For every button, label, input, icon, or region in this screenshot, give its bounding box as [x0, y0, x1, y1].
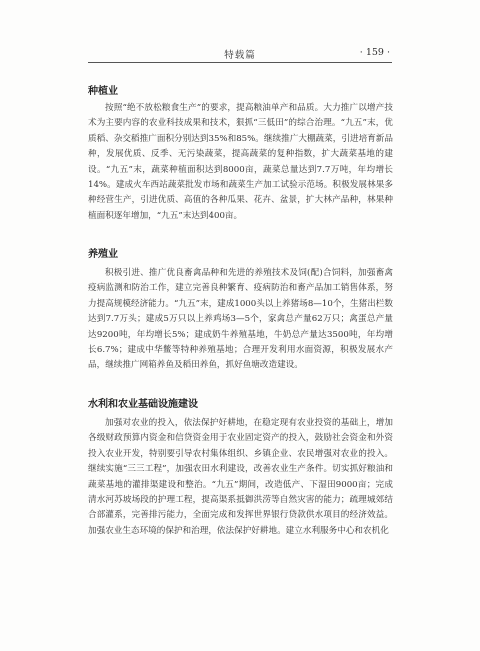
running-header-title: 特载篇: [224, 50, 256, 61]
paragraph: 按照“绝不放松粮食生产”的要求，提高粮油单产和品质。大力推广以增产技术为主要内容的农业科技成果和技术，狠抓“三低田”的综合治理。“九五”末，优质稻、杂交稻推广面积分别达到35%和85%。继续推广大棚蔬菜，引进培育新品种，发展优质、反季、无污染蔬菜，提高蔬菜的复种指数，扩大蔬菜基地的建设。“九五”末，蔬菜种植面积达到8000亩，蔬菜总量达到7.7万吨，年均增长14%。建成火车西站蔬菜批发市场和蔬菜生产加工试验示范场。积极发展林果多种经营生产，引进优质、高值的各种瓜果、花卉、盆景，扩大林产品种，林果种植面积逐年增加，“九五”末达到400亩。: [88, 103, 393, 221]
section-body-planting: [88, 101, 393, 224]
section-body-breeding: [88, 266, 393, 374]
page-header: [88, 44, 392, 64]
paragraph: 加强对农业的投入，依法保护好耕地，在稳定现有农业投资的基础上，增加各级财政预算内资金和信贷资金用于农业固定资产的投入，鼓励社会资金和外资投入农业开发，特别要引导农村集体组织、乡镇企业、农民增强对农业的投入。继续实施“三三工程”，加强农田水利建设，改善农业生产条件。切实抓好粮油和蔬菜基地的灌排渠建设和整治。“九五”期间，改造低产、下湿田9000亩；完成清水河苏坡场段的护理工程，提高渠系抵御洪涝等自然灾害的能力；疏理城郊结合部灌系，完善排污能力，全面完成和发挥世界银行贷款供水项目的经济效益。加强农业生态环境的保护和治理，依法保护好耕地。建立水利服务中心和农机化: [88, 418, 393, 536]
paragraph: 积极引进、推广优良畜禽品种和先进的养殖技术及饲(配)合饲料，加强畜禽疫病监测和防治工作，建立完善良种繁育、疫病防治和畜产品加工销售体系，努力提高规模经济能力。“九五”末，建成1000头以上养猪场8—10个，生猪出栏数达到7.7万头；建成5万只以上养鸡场3—5个，家禽总产量62万只；禽蛋总产量达9200吨，年均增长5%；建成奶牛养殖基地，牛奶总产量达3500吨，年均增长6.7%；建成中华鳖等特种养殖基地；合理开发利用水面资源，积极发展水产品，继续推广网箱养鱼及稻田养鱼，抓好鱼塘改造建设。: [88, 268, 393, 371]
section-body-water-conservancy: [88, 416, 393, 539]
section-heading-breeding: 养殖业: [88, 249, 118, 260]
header-rule: [88, 62, 392, 63]
section-heading-planting: 种植业: [88, 86, 118, 97]
section-heading-water-conservancy: 水利和农业基础设施建设: [88, 399, 198, 410]
page-number: · 159 ·: [359, 47, 390, 58]
